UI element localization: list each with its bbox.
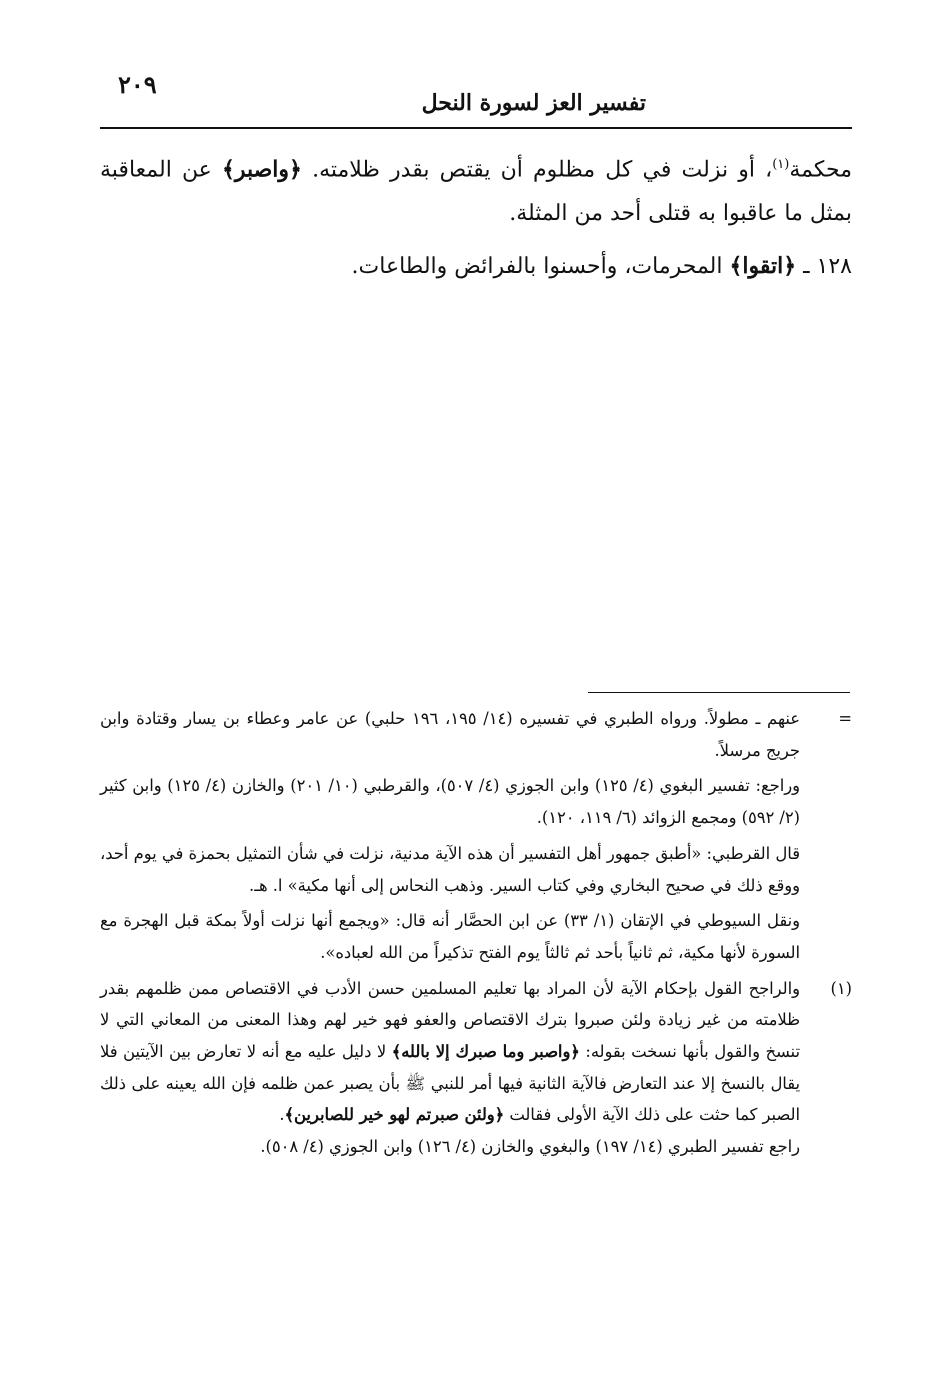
page-number: ٢٠٩ — [118, 70, 157, 99]
qurtubi-text: قال القرطبي: «أطبق جمهور أهل التفسير أن هذه الآية مدنية، نزلت في شأن التمثيل بحمزة في يوم أحد، ووقع ذلك في صحيح البخاري وفي كتاب السير. وذهب النحاس إلى أنها مكية» ا. هـ. — [100, 843, 800, 895]
footnote-1-text-a: والراجح القول بإحكام الآية لأن المراد بها تعليم المسلمين حسن الأدب في الاقتصاص ممن ظلمهم بقدر ظلامته من غير زيادة ولئن صبروا بترك الاقتصاص والعفو فهو خير لهم وهذا المعنى من المعاني التي لا تنسخ والقول بأنها نسخت بقوله: — [100, 978, 800, 1062]
footnote-1-marker: (١) — [830, 978, 852, 998]
footnote-1-text-c: لا دليل عليه مع أنه لا تعارض بين الآيتين فلا يقال بالنسخ إلا عند التعارض فالآية الثانية فيها أمر للنبي ﷺ بأن يصبر عمن ظلمه فإن الله يعينه على ذلك الصبر كما حثت على ذلك الآية الأولى فقالت — [100, 1042, 800, 1125]
footnote-1-text-e: . — [279, 1105, 285, 1125]
quran-quote-wasbir-wama: ﴿واصبر وما صبرك إلا بالله﴾ — [391, 1042, 580, 1062]
footnote-references — [100, 770, 852, 833]
footnote-qurtubi — [100, 838, 852, 901]
header-rule — [100, 127, 852, 129]
verse-128-text: المحرمات، وأحسنوا بالفرائض والطاعات. — [351, 254, 730, 280]
suyuti-text: ونقل السيوطي في الإتقان (١/ ٣٣) عن ابن الحصَّار أنه قال: «ويجمع أنها نزلت أولاً بمكة قبل الهجرة مع السورة لأنها مكية، ثم ثانياً بأحد ثم ثالثاً يوم الفتح تذكيراً من الله لعباده». — [100, 911, 800, 962]
paragraph-1-text-a: محكمة — [789, 157, 852, 183]
continuation-text: عنهم ـ مطولاً. ورواه الطبري في تفسيره (١٤/ ١٩٥، ١٩٦ حلبي) عن عامر وعطاء بن يسار وقتادة وابن جريج مرسلاً. — [100, 709, 800, 760]
footnotes — [100, 703, 852, 1167]
main-text — [100, 143, 852, 289]
footnote-1-text — [100, 973, 800, 1132]
footnote-rule — [588, 692, 850, 693]
footnote-1-references: راجع تفسير الطبري (١٤/ ١٩٧) والبغوي والخازن (٤/ ١٢٦) وابن الجوزي (٤/ ٥٠٨). — [260, 1137, 800, 1157]
footnote-1 — [100, 973, 852, 1163]
paragraph-1-text-b: ، أو نزلت في كل مظلوم أن يقتص بقدر ظلامته. — [301, 157, 773, 183]
quran-quote-wasbir: ﴿واصبر﴾ — [221, 156, 302, 183]
paragraph-1 — [100, 143, 852, 236]
footnote-continuation — [100, 703, 852, 766]
quran-quote-walain: ﴿ولئن صبرتم لهو خير للصابرين﴾ — [284, 1105, 505, 1125]
quran-quote-ittaqu: ﴿اتقوا﴾ — [729, 253, 797, 280]
verse-number: ١٢٨ ـ — [796, 254, 852, 280]
paragraph-1-text-d: عن المعاقبة بمثل ما عاقبوا به قتلى أحد من المثلة. — [100, 157, 852, 227]
continuation-marker: = — [838, 709, 852, 728]
footnote-suyuti — [100, 905, 852, 968]
references-text: وراجع: تفسير البغوي (٤/ ١٢٥) وابن الجوزي (٤/ ٥٠٧)، والقرطبي (١٠/ ٢٠١) والخازن (٤/ ١٢٥) وابن كثير (٢/ ٥٩٢) ومجمع الزوائد (٦/ ١١٩، ١٢٠). — [100, 776, 800, 828]
running-head: تفسير العز لسورة النحل — [421, 90, 646, 116]
verse-128 — [100, 244, 852, 289]
footnote-ref-1[interactable]: (١) — [772, 157, 790, 172]
